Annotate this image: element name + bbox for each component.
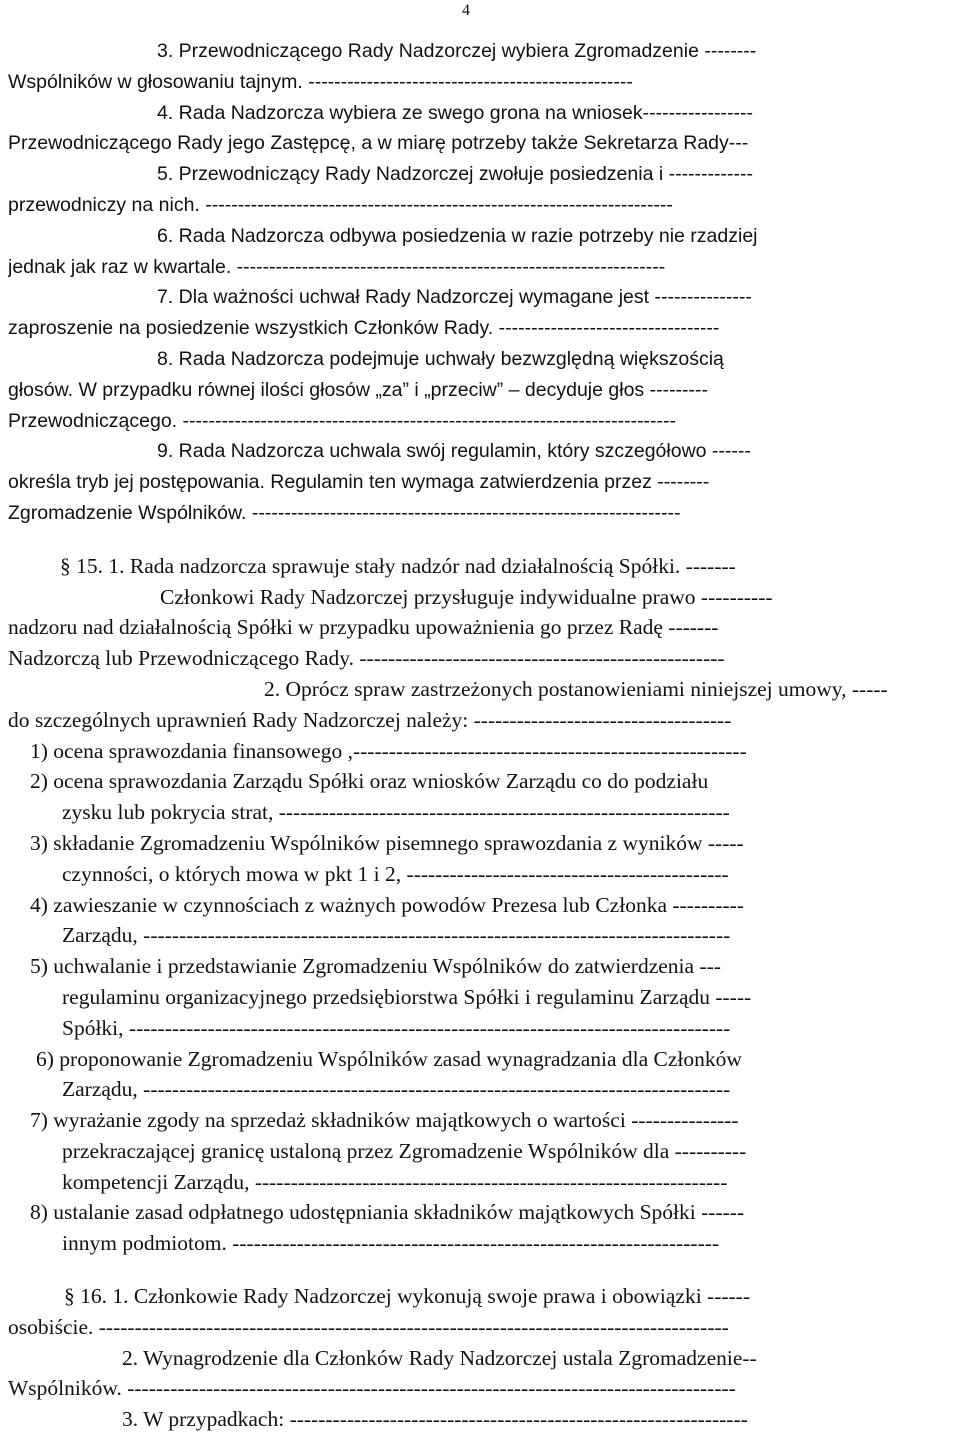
paragraph-gap [8, 529, 952, 551]
text-line: Przewodniczącego Rady jego Zastępcę, a w miarę potrzeby także Sekretarza Rady--- [8, 132, 749, 155]
text-line: czynności, o których mowa w pkt 1 i 2, --------------------------------------------- [62, 861, 729, 886]
text-line: 5. Przewodniczący Rady Nadzorczej zwołuje posiedzenia i ------------- [157, 163, 753, 186]
text-line: określa tryb jej postępowania. Regulamin ten wymaga zatwierdzenia przez -------- [8, 471, 710, 494]
text-line: Przewodniczącego. ---------------------------------------------------------------------------- [8, 409, 677, 432]
text-line: Członkowi Rady Nadzorczej przysługuje indywidualne prawo ---------- [160, 584, 773, 609]
text-line: kompetencji Zarządu, ------------------------------------------------------------------ [62, 1169, 728, 1194]
text-line: 3) składanie Zgromadzeniu Wspólników pisemnego sprawozdania z wyników ----- [30, 830, 744, 855]
text-line: 2. Wynagrodzenie dla Członków Rady Nadzorczej ustala Zgromadzenie-- [122, 1345, 757, 1370]
text-line: 8. Rada Nadzorcza podejmuje uchwały bezwzględną większością [157, 347, 724, 370]
text-line: 3. Przewodniczącego Rady Nadzorczej wybiera Zgromadzenie -------- [157, 40, 757, 62]
text-line: Zgromadzenie Wspólników. ------------------------------------------------------------------ [8, 501, 681, 524]
text-line: 7) wyrażanie zgody na sprzedaż składników majątkowych o wartości --------------- [30, 1108, 739, 1133]
text-line: Zarządu, ---------------------------------------------------------------------------------- [62, 1077, 731, 1102]
text-line: § 16. 1. Członkowie Rady Nadzorczej wykonują swoje prawa i obowiązki ------ [64, 1284, 750, 1309]
text-line: osobiście. ---------------------------------------------------------------------------------------- [8, 1314, 729, 1339]
text-line: do szczególnych uprawnień Rady Nadzorczej należy: ------------------------------------ [8, 707, 732, 732]
text-line: regulaminu organizacyjnego przedsiębiorstwa Spółki i regulaminu Zarządu ----- [62, 984, 752, 1009]
text-line: 5) uchwalanie i przedstawianie Zgromadzeniu Wspólników do zatwierdzenia --- [30, 954, 721, 979]
text-line: 4. Rada Nadzorcza wybiera ze swego grona na wniosek----------------- [157, 101, 753, 124]
text-line: Wspólników w głosowaniu tajnym. -------------------------------------------------- [8, 70, 633, 93]
text-line: nadzoru nad działalnością Spółki w przypadku upoważnienia go przez Radę ------- [8, 615, 719, 640]
page-number: 4 [462, 2, 470, 19]
text-line: 7. Dla ważności uchwał Rady Nadzorczej wymagane jest --------------- [157, 286, 752, 309]
text-line: Spółki, ------------------------------------------------------------------------------------ [62, 1015, 731, 1040]
text-line: innym podmiotom. -------------------------------------------------------------------- [62, 1231, 720, 1256]
text-line: Wspólników. ------------------------------------------------------------------------------------- [8, 1376, 736, 1401]
text-line: przekraczającej granicę ustaloną przez Zgromadzenie Wspólników dla ---------- [62, 1138, 747, 1163]
text-line: zaproszenie na posiedzenie wszystkich Członków Rady. ---------------------------------- [8, 317, 720, 340]
text-line: 2) ocena sprawozdania Zarządu Spółki oraz wniosków Zarządu co do podziału [30, 769, 709, 794]
text-line: zysku lub pokrycia strat, --------------------------------------------------------------- [62, 800, 730, 825]
text-line: 3. W przypadkach: ---------------------------------------------------------------- [122, 1407, 748, 1432]
text-line: § 15. 1. Rada nadzorcza sprawuje stały nadzór nad działalnością Spółki. ------- [60, 553, 736, 578]
text-line: 4) zawieszanie w czynnościach z ważnych powodów Prezesa lub Członka ---------- [30, 892, 744, 917]
document-body [8, 36, 952, 1435]
text-line: jednak jak raz w kwartale. ------------------------------------------------------------------ [8, 255, 666, 278]
text-line: głosów. W przypadku równej ilości głosów „za” i „przeciw” – decyduje głos --------- [8, 378, 709, 401]
text-line: 1) ocena sprawozdania finansowego ,------------------------------------------------------- [30, 738, 747, 763]
text-line: Zarządu, ---------------------------------------------------------------------------------- [62, 923, 731, 948]
text-line: 2. Oprócz spraw zastrzeżonych postanowieniami niniejszej umowy, ----- [264, 676, 888, 701]
text-line: 9. Rada Nadzorcza uchwala swój regulamin, który szczegółowo ------ [157, 440, 751, 463]
text-line: 6. Rada Nadzorcza odbywa posiedzenia w razie potrzeby nie rzadziej [157, 224, 758, 247]
text-line: 6) proponowanie Zgromadzeniu Wspólników zasad wynagradzania dla Członków [36, 1046, 742, 1071]
text-line: 8) ustalanie zasad odpłatnego udostępniania składników majątkowych Spółki ------ [30, 1200, 745, 1225]
text-line: Nadzorczą lub Przewodniczącego Rady. --------------------------------------------------- [8, 646, 725, 671]
text-line: przewodniczy na nich. ------------------------------------------------------------------------ [8, 193, 673, 216]
paragraph-gap [8, 1259, 952, 1281]
